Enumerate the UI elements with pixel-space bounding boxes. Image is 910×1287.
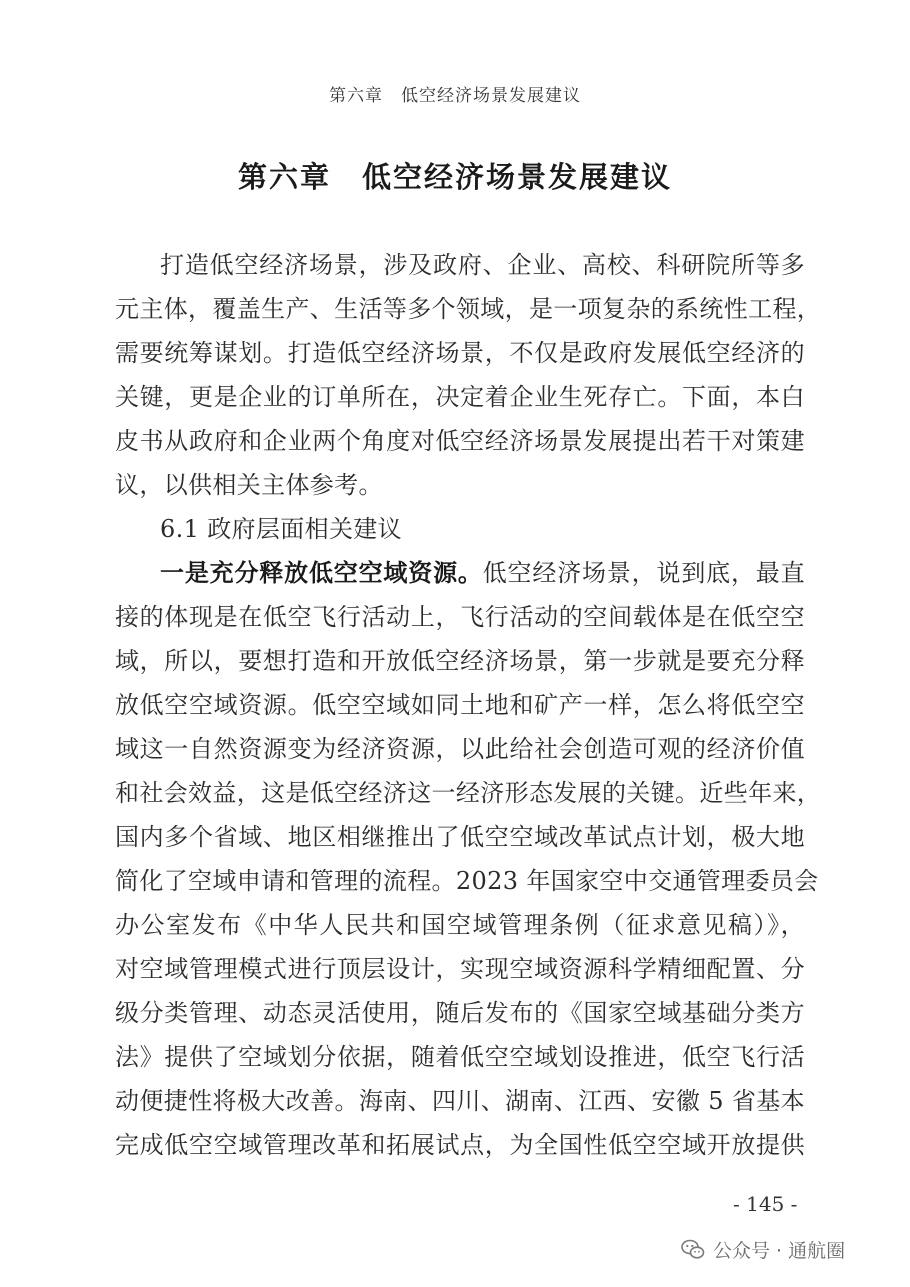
text-line: 级分类管理、动态灵活使用，随后发布的《国家空域基础分类方 (115, 999, 805, 1027)
text-line: 关键，更是企业的订单所在，决定着企业生死存亡。下面，本白 (115, 383, 805, 411)
text-line: 接的体现是在低空飞行活动上，飞行活动的空间载体是在低空空 (115, 603, 805, 631)
text-line: 元主体，覆盖生产、生活等多个领域，是一项复杂的系统性工程， (115, 295, 822, 323)
text-line: 简化了空域申请和管理的流程。2023 年国家空中交通管理委员会 (115, 867, 819, 895)
text-line: 动便捷性将极大改善。海南、四川、湖南、江西、安徽 5 省基本 (115, 1087, 805, 1115)
text-line: 议，以供相关主体参考。 (115, 471, 383, 499)
wechat-account-badge[interactable] (681, 1236, 845, 1263)
text-line: 和社会效益，这是低空经济这一经济形态发展的关键。近些年来， (115, 779, 822, 807)
text-line: 法》提供了空域划分依据，随着低空空域划设推进，低空飞行活 (115, 1043, 805, 1071)
text-line: 域这一自然资源变为经济资源，以此给社会创造可观的经济价值 (115, 735, 805, 763)
text-line: 放低空空域资源。低空空域如同土地和矿产一样，怎么将低空空 (115, 691, 805, 719)
wechat-icon (681, 1239, 705, 1261)
text-line: 需要统筹谋划。打造低空经济场景，不仅是政府发展低空经济的 (115, 339, 805, 367)
lead-phrase: 一是充分释放低空空域资源。 (160, 558, 483, 587)
text-line: 皮书从政府和企业两个角度对低空经济场景发展提出若干对策建 (115, 427, 805, 455)
running-header: 第六章 低空经济场景发展建议 (329, 86, 581, 106)
section-heading: 6.1 政府层面相关建议 (160, 515, 402, 543)
lead-rest: 低空经济场景，说到底，最直 (482, 559, 805, 587)
text-line: 办公室发布《中华人民共和国空域管理条例（征求意见稿）》， (115, 911, 805, 939)
text-line: 打造低空经济场景，涉及政府、企业、高校、科研院所等多 (160, 251, 805, 279)
chapter-title: 第六章 低空经济场景发展建议 (237, 160, 672, 194)
text-line: 域，所以，要想打造和开放低空经济场景，第一步就是要充分释 (115, 647, 805, 675)
text-line: 国内多个省域、地区相继推出了低空空域改革试点计划，极大地 (115, 823, 805, 851)
page-number: - 145 - (733, 1192, 798, 1216)
text-line: 对空域管理模式进行顶层设计，实现空域资源科学精细配置、分 (115, 955, 805, 983)
badge-text: 公众号 · 通航圈 (713, 1240, 846, 1262)
text-line-lead (160, 551, 805, 595)
text-line: 完成低空空域管理改革和拓展试点，为全国性低空空域开放提供 (115, 1131, 805, 1159)
